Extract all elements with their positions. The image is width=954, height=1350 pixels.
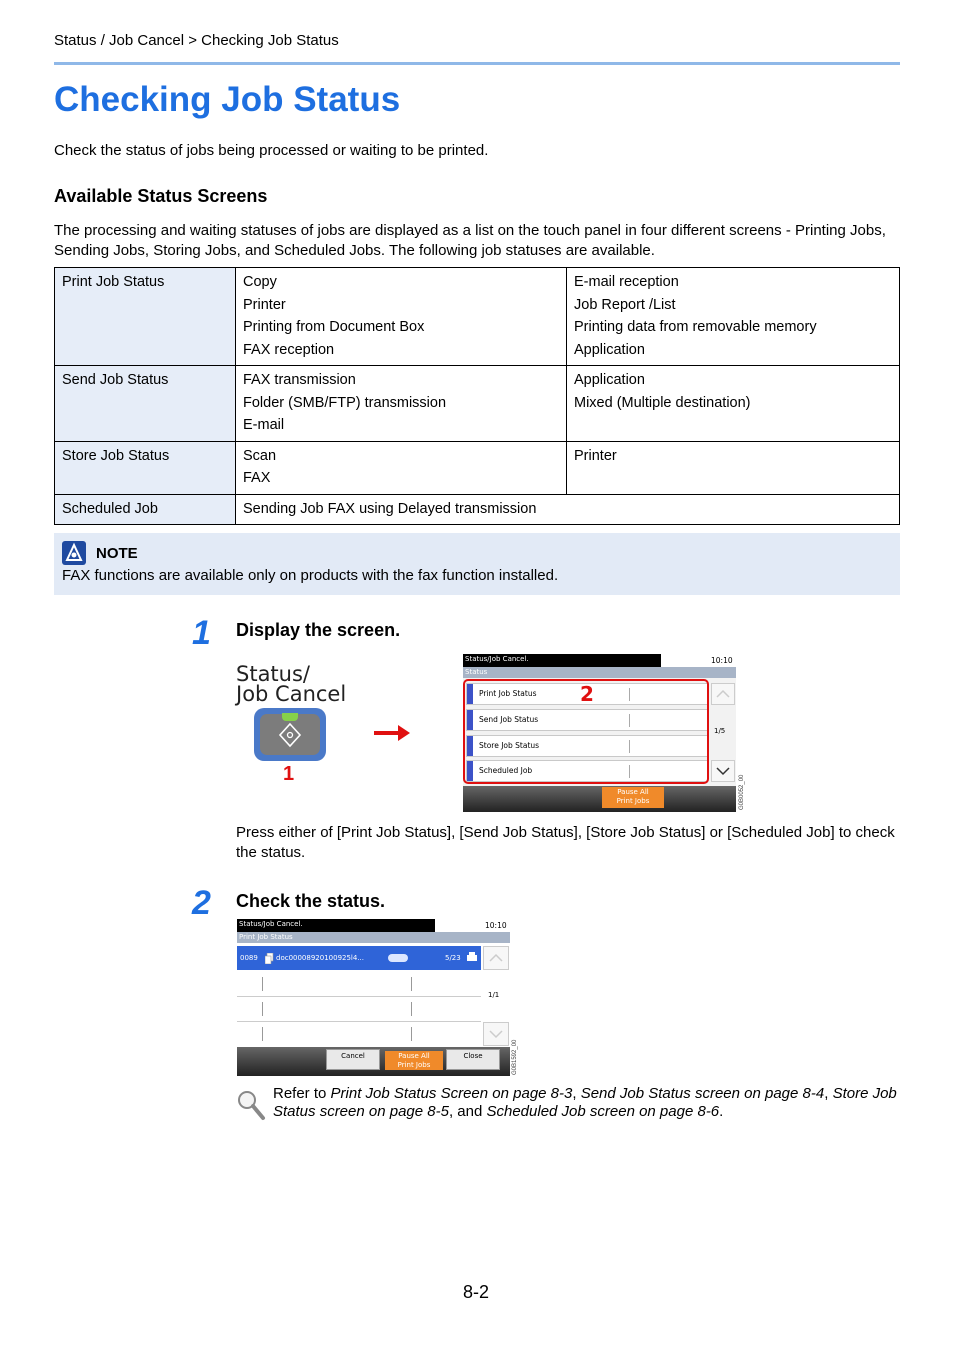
job-row-empty[interactable] bbox=[237, 1022, 481, 1047]
screen-title-bar: Status/Job Cancel. bbox=[237, 919, 435, 932]
screen-footer bbox=[463, 786, 736, 812]
section-paragraph: The processing and waiting statuses of jobs are displayed as a list on the touch panel in four different screens - Printing Jobs, Sending Jobs, Storing Jobs, and Scheduled Jobs. The following job statuses are available. bbox=[54, 222, 886, 259]
screen-sub-bar: Print Job Status bbox=[237, 932, 510, 943]
cell-text: E-mail bbox=[243, 417, 285, 433]
row-col1 bbox=[236, 268, 567, 366]
cell-text: Sending Job FAX using Delayed transmission bbox=[243, 500, 537, 517]
status-table bbox=[54, 267, 900, 525]
scroll-down-button[interactable] bbox=[711, 760, 735, 782]
step1-description: Press either of [Print Job Status], [Send Job Status], [Store Job Status] or [Scheduled Job] to check the status. bbox=[236, 824, 895, 861]
figure-code: G0B1592_00 bbox=[512, 1039, 518, 1075]
step-number: 1 bbox=[192, 614, 211, 652]
printer-icon bbox=[466, 952, 478, 963]
button-label-line: Pause All bbox=[617, 788, 649, 796]
cell-text: Application bbox=[574, 372, 645, 388]
cancel-button[interactable]: Cancel bbox=[326, 1049, 380, 1070]
job-pages: 5/23 bbox=[445, 954, 461, 962]
cell-text: E-mail reception bbox=[574, 274, 679, 290]
row-col2 bbox=[567, 268, 900, 366]
menu-item-label: Store Job Status bbox=[479, 741, 540, 750]
job-row-empty[interactable] bbox=[237, 997, 481, 1022]
chevron-down-icon bbox=[712, 761, 734, 781]
progress-pill bbox=[388, 954, 408, 962]
page-indicator: 1/1 bbox=[488, 991, 500, 999]
cell-text: Copy bbox=[243, 274, 277, 290]
pause-all-print-jobs-button[interactable] bbox=[385, 1051, 443, 1070]
chevron-up-icon bbox=[712, 684, 734, 704]
breadcrumb: Status / Job Cancel > Checking Job Status bbox=[54, 32, 339, 49]
button-label-line: Print Jobs bbox=[616, 797, 650, 805]
chevron-down-icon bbox=[484, 1023, 508, 1045]
cell-text: Printing from Document Box bbox=[243, 319, 425, 335]
cell-text: Printing data from removable memory bbox=[574, 319, 817, 335]
intro-text: Check the status of jobs being processed or waiting to be printed. bbox=[54, 142, 489, 159]
cell-text: Printer bbox=[574, 447, 617, 464]
page-indicator: 1/5 bbox=[714, 727, 726, 735]
reference-link[interactable]: Store Job Status screen on page 8-5 bbox=[273, 1085, 897, 1120]
pause-all-print-jobs-button[interactable] bbox=[602, 787, 664, 808]
cell-text: Printer bbox=[243, 296, 286, 313]
step-title: Display the screen. bbox=[236, 620, 401, 640]
job-number: 0089 bbox=[240, 954, 258, 962]
row-col2 bbox=[567, 441, 900, 494]
row-label: Print Job Status bbox=[55, 268, 236, 366]
scroll-down-button[interactable] bbox=[483, 1022, 509, 1046]
refer-separator: , bbox=[824, 1085, 833, 1102]
row-label: Send Job Status bbox=[55, 366, 236, 442]
scroll-up-button[interactable] bbox=[483, 946, 509, 970]
step-title: Check the status. bbox=[236, 891, 386, 911]
job-row-empty[interactable] bbox=[237, 972, 481, 997]
row-col1 bbox=[236, 441, 567, 494]
page-title: Checking Job Status bbox=[54, 80, 401, 119]
job-name: doc00008920100925l4... bbox=[276, 954, 364, 962]
cell-text: Folder (SMB/FTP) transmission bbox=[243, 394, 447, 411]
row-col1 bbox=[236, 366, 567, 442]
row-col2 bbox=[567, 366, 900, 442]
menu-item-label: Print Job Status bbox=[479, 689, 537, 698]
print-job-status-screen bbox=[237, 919, 510, 1076]
table-row bbox=[55, 441, 900, 494]
divider bbox=[411, 1027, 412, 1041]
menu-item-label: Send Job Status bbox=[479, 715, 539, 724]
page-number: 8-2 bbox=[463, 1282, 490, 1302]
refer-prefix: Refer to bbox=[273, 1085, 331, 1102]
note-box bbox=[54, 533, 900, 595]
divider bbox=[411, 977, 412, 991]
document-icon bbox=[265, 953, 274, 964]
reference-link[interactable]: Send Job Status screen on page 8-4 bbox=[580, 1085, 825, 1102]
reference-link[interactable]: Scheduled Job screen on page 8-6 bbox=[486, 1103, 720, 1120]
refer-suffix: . bbox=[719, 1103, 724, 1120]
button-label-line: Print Jobs bbox=[397, 1061, 431, 1069]
job-row-selected[interactable] bbox=[237, 946, 481, 970]
divider bbox=[262, 1002, 263, 1016]
table-row bbox=[55, 494, 900, 525]
panel-label-line: Job Cancel bbox=[236, 682, 347, 706]
refer-separator: , bbox=[572, 1085, 581, 1102]
cell-text: Mixed (Multiple destination) bbox=[574, 394, 751, 411]
cell-text: Scan bbox=[243, 447, 277, 464]
header-rule bbox=[54, 62, 900, 65]
chevron-up-icon bbox=[484, 947, 508, 969]
scroll-up-button[interactable] bbox=[711, 683, 735, 705]
arrow-right-icon bbox=[372, 724, 412, 742]
callout-number: 2 bbox=[580, 682, 594, 706]
row-label: Scheduled Job bbox=[55, 494, 236, 525]
refer-separator: , and bbox=[448, 1103, 487, 1120]
screen-time: 10:10 bbox=[485, 921, 507, 930]
row-label: Store Job Status bbox=[55, 441, 236, 494]
button-label-line: Pause All bbox=[398, 1052, 430, 1060]
figure-code: G0B0052_00 bbox=[739, 774, 745, 810]
menu-item-label: Scheduled Job bbox=[479, 766, 533, 775]
reference-text bbox=[273, 1085, 900, 1121]
step-number: 2 bbox=[192, 884, 211, 922]
reference-link[interactable]: Print Job Status Screen on page 8-3 bbox=[330, 1085, 573, 1102]
table-row bbox=[55, 366, 900, 442]
note-heading: NOTE bbox=[96, 545, 138, 562]
cell-text: FAX reception bbox=[243, 341, 335, 358]
magnifier-icon bbox=[236, 1089, 266, 1123]
screen-time: 10:10 bbox=[711, 656, 733, 665]
cell-text: FAX transmission bbox=[243, 372, 356, 388]
note-icon bbox=[62, 541, 86, 565]
panel-label-line: Status/ bbox=[236, 662, 310, 686]
row-col1 bbox=[236, 494, 900, 525]
panel-led-indicator bbox=[282, 713, 298, 721]
divider bbox=[262, 1027, 263, 1041]
status-screen bbox=[463, 654, 736, 812]
divider bbox=[262, 977, 263, 991]
close-button[interactable]: Close bbox=[446, 1049, 500, 1070]
callout-number: 1 bbox=[283, 763, 295, 785]
section-heading: Available Status Screens bbox=[54, 186, 268, 206]
cell-text: Job Report /List bbox=[574, 296, 676, 313]
note-text: FAX functions are available only on products with the fax function installed. bbox=[62, 567, 559, 584]
panel-key-label bbox=[236, 664, 346, 704]
table-row bbox=[55, 268, 900, 366]
cell-text: Application bbox=[574, 341, 645, 358]
screen-sub-bar: Status bbox=[463, 667, 736, 678]
divider bbox=[411, 1002, 412, 1016]
screen-title-bar: Status/Job Cancel. bbox=[463, 654, 661, 667]
cell-text: FAX bbox=[243, 470, 271, 486]
